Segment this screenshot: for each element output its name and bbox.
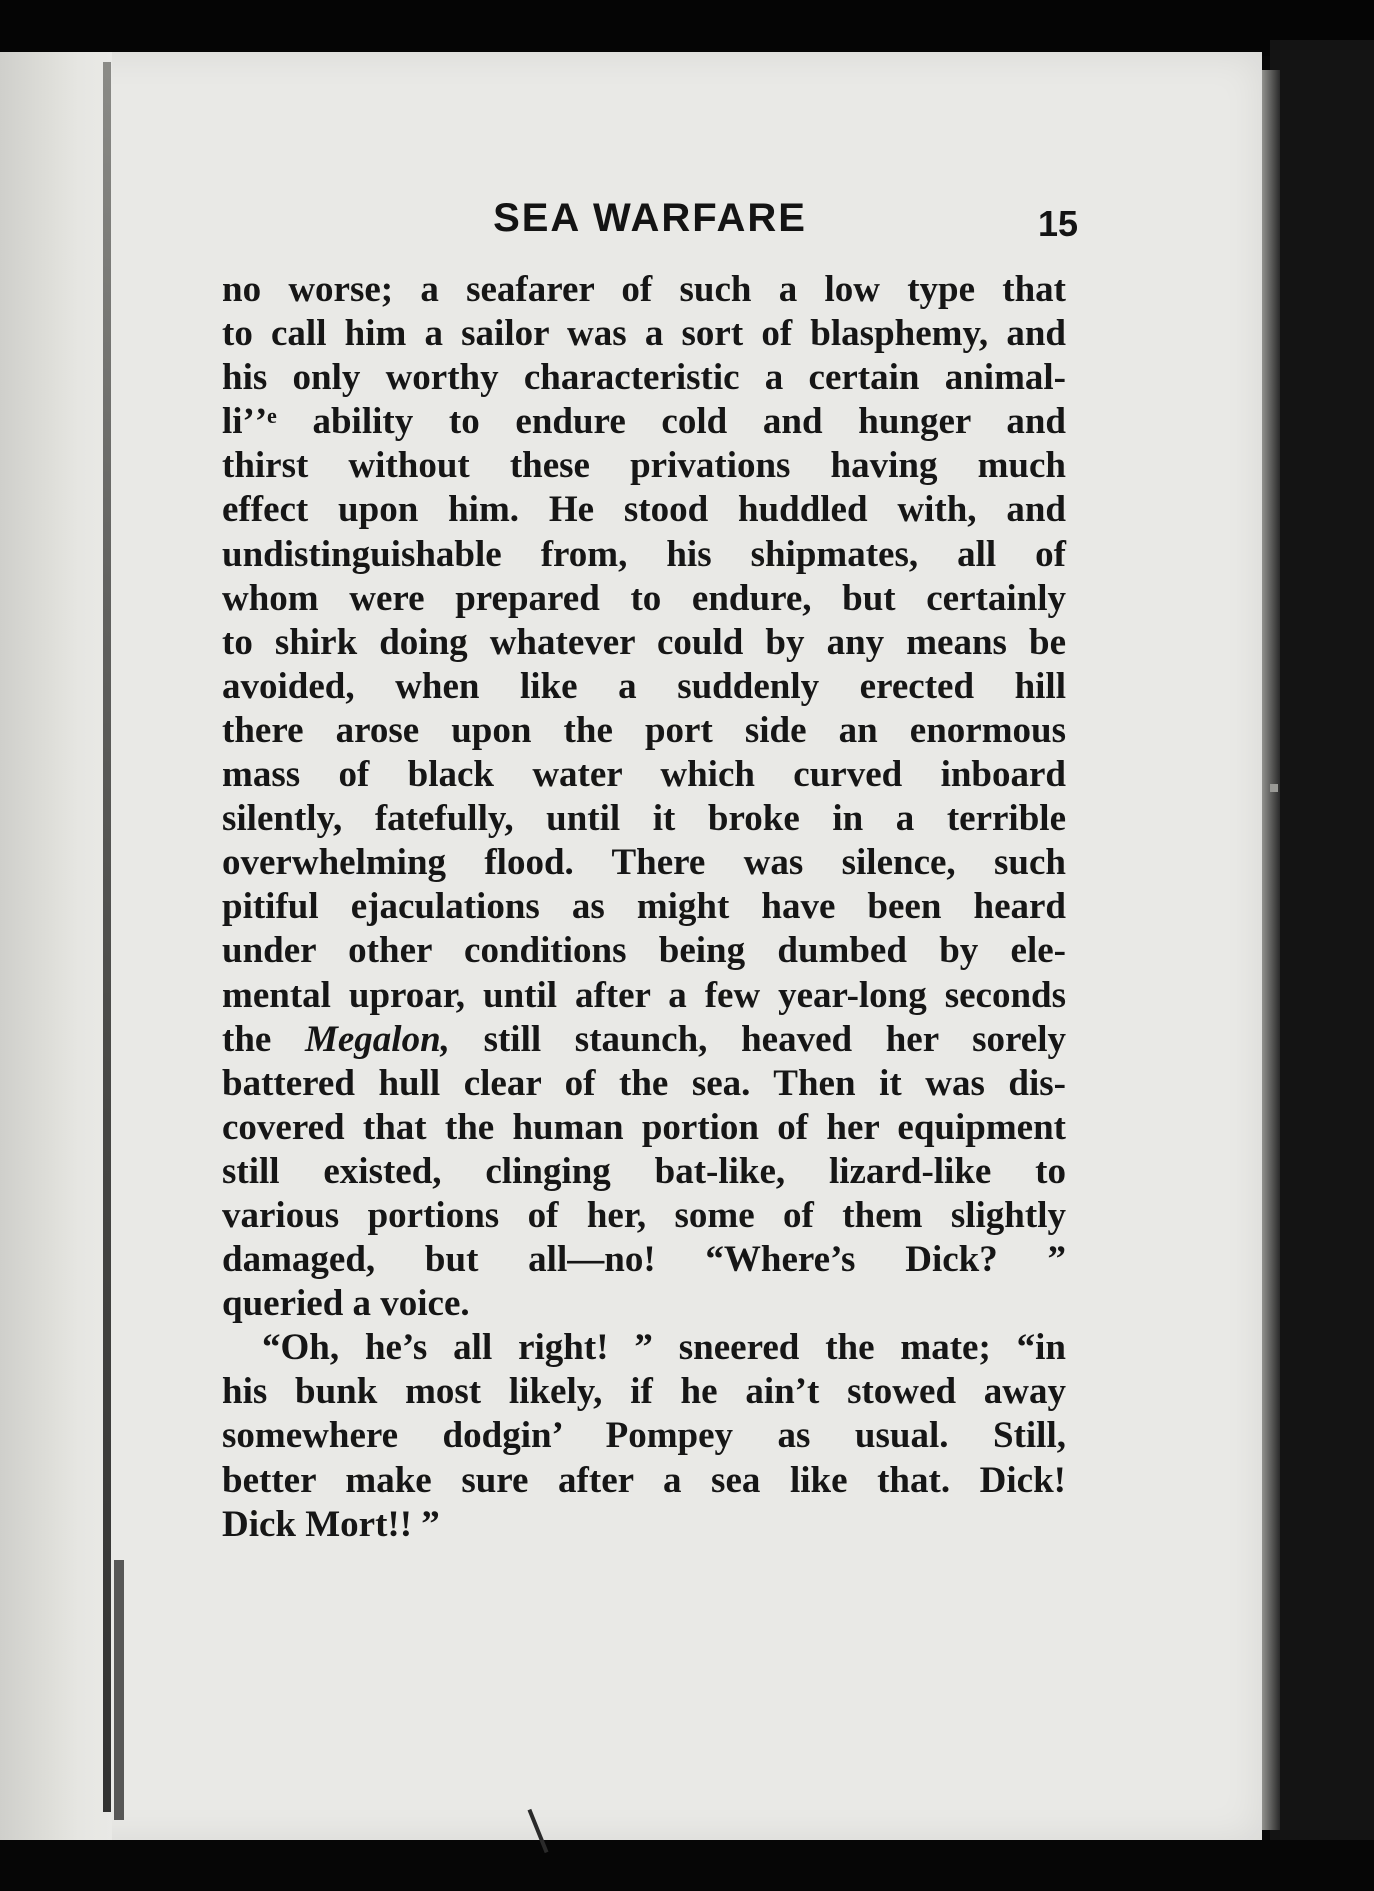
body-text bbox=[222, 268, 1066, 1547]
scan-bottom-border bbox=[0, 1840, 1374, 1891]
book-cover-edge bbox=[1270, 40, 1374, 1891]
text-line: undistinguishable from, his shipmates, all of bbox=[222, 533, 1066, 575]
text-line: silently, fatefully, until it broke in a terrible bbox=[222, 798, 1066, 840]
text-line: mass of black water which curved inboard bbox=[222, 754, 1066, 796]
text-line: Dick Mort!! ” bbox=[222, 1503, 440, 1545]
megalon-suffix: still staunch, heaved her sorely bbox=[483, 1018, 1066, 1060]
text-line: his bunk most likely, if he ain’t stowed away bbox=[222, 1371, 1066, 1413]
text-line-megalon bbox=[222, 1018, 1066, 1062]
text-line: effect upon him. He stood huddled with, and bbox=[222, 489, 1066, 531]
text-line: mental uproar, until after a few year-long seconds bbox=[222, 974, 1066, 1016]
text-line: queried a voice. bbox=[222, 1283, 470, 1325]
text-line: somewhere dodgin’ Pompey as usual. Still, bbox=[222, 1415, 1066, 1457]
text-line: still existed, clinging bat-like, lizard-like to bbox=[222, 1150, 1066, 1192]
book-gutter bbox=[103, 62, 111, 1812]
text-line: thirst without these privations having much bbox=[222, 445, 1066, 487]
megalon-prefix: the bbox=[222, 1018, 272, 1060]
facing-page-edge bbox=[0, 52, 112, 1842]
text-line: to call him a sailor was a sort of blasphemy, and bbox=[222, 313, 1066, 355]
running-head: SEA WARFARE bbox=[493, 196, 807, 240]
page-number: 15 bbox=[1037, 203, 1078, 244]
text-line: various portions of her, some of them slightly bbox=[222, 1194, 1066, 1236]
text-line: to shirk doing whatever could by any means be bbox=[222, 621, 1066, 663]
text-line: no worse; a seafarer of such a low type that bbox=[222, 269, 1066, 310]
scan-top-border bbox=[0, 0, 1374, 56]
text-line: damaged, but all—no! “Where’s Dick? ” bbox=[222, 1239, 1066, 1281]
gutter-shadow bbox=[114, 1560, 124, 1820]
ship-name-megalon: Megalon, bbox=[304, 1018, 450, 1060]
text-line: battered hull clear of the sea. Then it was dis- bbox=[222, 1062, 1066, 1104]
scan-artifact-notch bbox=[1270, 784, 1278, 792]
text-line: under other conditions being dumbed by ele- bbox=[222, 930, 1066, 972]
text-line: liʼʼᵉ ability to endure cold and hunger and bbox=[222, 401, 1066, 443]
text-line: pitiful ejaculations as might have been heard bbox=[222, 886, 1066, 928]
text-line: there arose upon the port side an enormous bbox=[222, 709, 1066, 751]
text-line: covered that the human portion of her equipment bbox=[222, 1106, 1066, 1148]
text-line: avoided, when like a suddenly erected hill bbox=[222, 665, 1066, 707]
text-line: overwhelming flood. There was silence, such bbox=[222, 842, 1066, 884]
text-line: “Oh, he’s all right! ” sneered the mate; “in bbox=[262, 1327, 1066, 1369]
text-line: better make sure after a sea like that. Dick! bbox=[222, 1459, 1066, 1501]
text-line: his only worthy characteristic a certain animal- bbox=[222, 357, 1066, 399]
text-line: whom were prepared to endure, but certainly bbox=[222, 577, 1066, 619]
